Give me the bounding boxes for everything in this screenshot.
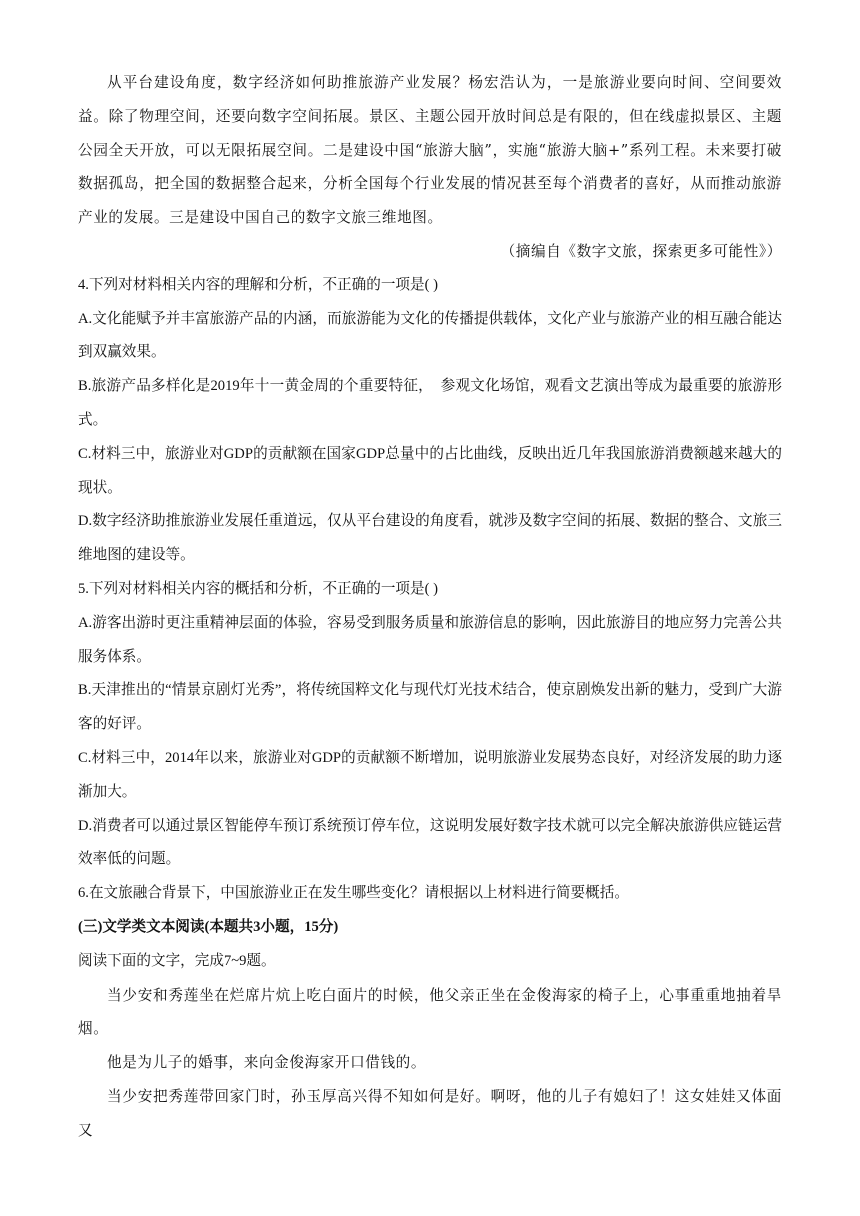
question-6: 6.在文旅融合背景下，中国旅游业正在发生哪些变化？请根据以上材料进行简要概括。: [78, 885, 629, 902]
material-passage: 从平台建设角度，数字经济如何助推旅游产业发展？杨宏浩认为，一是旅游业要向时间、空间要效益。除了物理空间，还要向数字空间拓展。景区、主题公园开放时间总是有限的，但在线虚拟景区、主题公园全天开放，可以无限拓展空间。二是建设中国“旅游大脑”，实施“旅游大脑+”系列工程。未来要打破数据孤岛，把全国的数据整合起来，分析全国每个行业发展的情况甚至每个消费者的喜好，从而推动旅游产业的发展。三是建设中国自己的数字文旅三维地图。: [78, 74, 782, 227]
section-heading: (三)文学类文本阅读(本题共3小题，15分): [78, 918, 339, 935]
source-citation: （摘编自《数字文旅，探索更多可能性》）: [500, 242, 782, 260]
story-paragraph-1: 当少安和秀莲坐在烂席片炕上吃白面片的时候，他父亲正坐在金俊海家的椅子上，心事重重地抽着旱烟。: [78, 986, 782, 1038]
question-4-option-c: C.材料三中，旅游业对GDP的贡献额在国家GDP总量中的占比曲线，反映出近几年我国旅游消费额越来越大的现状。: [78, 445, 782, 496]
question-5-option-a: A.游客出游时更注重精神层面的体验，容易受到服务质量和旅游信息的影响，因此旅游目的地应努力完善公共服务体系。: [78, 614, 782, 665]
question-4-option-a: A.文化能赋予并丰富旅游产品的内涵，而旅游能为文化的传播提供载体，文化产业与旅游产业的相互融合能达到双赢效果。: [78, 310, 782, 361]
question-5-stem: 5.下列对材料相关内容的概括和分析，不正确的一项是( ): [78, 580, 438, 597]
story-paragraph-3: 当少安把秀莲带回家门时，孙玉厚高兴得不知如何是好。啊呀，他的儿子有媳妇了！这女娃娃又体面又: [78, 1087, 782, 1139]
question-4-option-d: D.数字经济助推旅游业发展任重道远，仅从平台建设的角度看，就涉及数字空间的拓展、数据的整合、文旅三维地图的建设等。: [78, 513, 782, 564]
question-5-option-d: D.消费者可以通过景区智能停车预订系统预订停车位，这说明发展好数字技术就可以完全解决旅游供应链运营效率低的问题。: [78, 817, 782, 868]
document-page: [78, 66, 782, 1148]
story-paragraph-2: 他是为儿子的婚事，来向金俊海家开口借钱的。: [107, 1054, 427, 1072]
question-5-option-c: C.材料三中，2014年以来，旅游业对GDP的贡献额不断增加，说明旅游业发展势态良好，对经济发展的助力逐渐加大。: [78, 749, 782, 800]
section-instruction: 阅读下面的文字，完成7~9题。: [78, 952, 276, 969]
question-5-option-b: B.天津推出的“情景京剧灯光秀”，将传统国粹文化与现代灯光技术结合，使京剧焕发出新的魅力，受到广大游客的好评。: [78, 682, 782, 733]
question-4-option-b: B.旅游产品多样化是2019年十一黄金周的个重要特征， 参观文化场馆，观看文艺演出等成为最重要的旅游形式。: [78, 378, 782, 428]
question-4-stem: 4.下列对材料相关内容的理解和分析，不正确的一项是( ): [78, 276, 438, 293]
